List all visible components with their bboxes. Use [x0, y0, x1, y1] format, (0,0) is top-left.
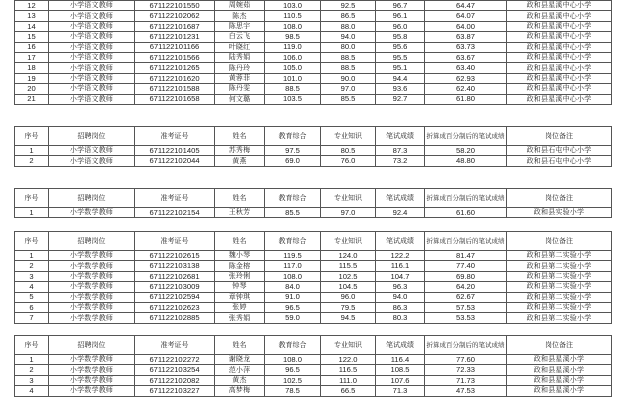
name-cell: 白云飞 — [215, 32, 265, 42]
table-row — [15, 251, 612, 261]
seq-cell: 18 — [15, 63, 49, 73]
column-header: 姓名 — [215, 189, 265, 208]
column-header — [425, 189, 507, 208]
prof-score-cell: 76.0 — [321, 156, 376, 166]
prof-score-cell: 104.5 — [321, 282, 376, 292]
column-header: 序号 — [15, 189, 49, 208]
prof-score-cell: 85.5 — [321, 94, 376, 104]
position-cell: 小学数学教师 — [49, 282, 135, 292]
table-row — [15, 208, 612, 218]
remark-cell: 政和县星溪小学 — [507, 375, 612, 385]
edu-score-cell: 108.0 — [265, 21, 321, 31]
percent-score-cell: 64.07 — [425, 11, 507, 21]
prof-score-cell: 96.0 — [321, 292, 376, 302]
column-header: 教育综合 — [265, 232, 321, 251]
table-header-row — [15, 127, 612, 146]
seq-cell: 5 — [15, 292, 49, 302]
seq-cell: 16 — [15, 42, 49, 52]
column-header: 序号 — [15, 336, 49, 355]
position-cell: 小学语文教师 — [49, 63, 135, 73]
position-cell: 小学语文教师 — [49, 21, 135, 31]
remark-cell: 政和县星溪中心小学 — [507, 63, 612, 73]
remark-cell: 政和县石屯中心小学 — [507, 146, 612, 156]
position-cell: 小学语文教师 — [49, 73, 135, 83]
remark-cell: 政和县星溪中心小学 — [507, 84, 612, 94]
percent-score-cell: 63.67 — [425, 52, 507, 62]
position-cell: 小学语文教师 — [49, 94, 135, 104]
position-cell: 小学语文教师 — [49, 52, 135, 62]
table-row — [15, 146, 612, 156]
written-score-cell: 92.4 — [376, 208, 425, 218]
exam-id-cell: 671122101620 — [135, 73, 215, 83]
position-cell: 小学数学教师 — [49, 313, 135, 323]
column-header: 教育综合 — [265, 336, 321, 355]
table-row — [15, 52, 612, 62]
exam-id-cell: 671122102594 — [135, 292, 215, 302]
prof-score-cell: 80.5 — [321, 146, 376, 156]
position-cell: 小学数学教师 — [49, 251, 135, 261]
name-cell: 叶晓红 — [215, 42, 265, 52]
edu-score-cell: 84.0 — [265, 282, 321, 292]
remark-cell: 政和县星溪中心小学 — [507, 52, 612, 62]
prof-score-cell: 88.5 — [321, 52, 376, 62]
percent-score-cell: 72.33 — [425, 365, 507, 375]
written-score-cell: 104.7 — [376, 271, 425, 281]
exam-id-cell: 671122101658 — [135, 94, 215, 104]
written-score-cell: 95.5 — [376, 52, 425, 62]
column-header: 笔试成绩 — [376, 232, 425, 251]
prof-score-cell: 79.5 — [321, 302, 376, 312]
exam-id-cell: 671122101265 — [135, 63, 215, 73]
column-header: 专业知识 — [321, 336, 376, 355]
edu-score-cell: 96.5 — [265, 302, 321, 312]
table-row — [15, 156, 612, 166]
written-score-cell: 122.2 — [376, 251, 425, 261]
table-row — [15, 94, 612, 104]
table-row — [15, 302, 612, 312]
position-cell: 小学语文教师 — [49, 84, 135, 94]
edu-score-cell: 59.0 — [265, 313, 321, 323]
name-cell: 黄燕 — [215, 156, 265, 166]
column-header-label: 折算成百分制后的笔试成绩 — [426, 194, 505, 202]
edu-score-cell: 119.5 — [265, 251, 321, 261]
seq-cell: 21 — [15, 94, 49, 104]
name-cell: 黄蓉菲 — [215, 73, 265, 83]
written-score-cell: 92.7 — [376, 94, 425, 104]
percent-score-cell: 64.20 — [425, 282, 507, 292]
remark-cell: 政和县第二实验小学 — [507, 313, 612, 323]
seq-cell: 2 — [15, 261, 49, 271]
exam-id-cell: 671122102062 — [135, 11, 215, 21]
seq-cell: 3 — [15, 375, 49, 385]
table-row — [15, 386, 612, 396]
table-row — [15, 313, 612, 323]
score-table-5 — [14, 335, 612, 397]
remark-cell: 政和县第二实验小学 — [507, 302, 612, 312]
table-row — [15, 261, 612, 271]
remark-cell: 政和县第二实验小学 — [507, 292, 612, 302]
name-cell: 陈杰 — [215, 11, 265, 21]
remark-cell: 政和县星溪中心小学 — [507, 21, 612, 31]
position-cell: 小学语文教师 — [49, 32, 135, 42]
score-table-3 — [14, 188, 612, 218]
written-score-cell: 94.4 — [376, 73, 425, 83]
table-row — [15, 32, 612, 42]
name-cell: 黄杰 — [215, 375, 265, 385]
table-header-row — [15, 336, 612, 355]
percent-score-cell: 64.47 — [425, 1, 507, 11]
column-header — [425, 232, 507, 251]
prof-score-cell: 88.5 — [321, 63, 376, 73]
position-cell: 小学数学教师 — [49, 386, 135, 396]
column-header: 岗位备注 — [507, 189, 612, 208]
column-header: 专业知识 — [321, 127, 376, 146]
column-header: 准考证号 — [135, 189, 215, 208]
seq-cell: 7 — [15, 313, 49, 323]
edu-score-cell: 88.5 — [265, 84, 321, 94]
table-row — [15, 375, 612, 385]
name-cell: 张婷 — [215, 302, 265, 312]
prof-score-cell: 90.0 — [321, 73, 376, 83]
prof-score-cell: 94.5 — [321, 313, 376, 323]
written-score-cell: 107.6 — [376, 375, 425, 385]
position-cell: 小学语文教师 — [49, 1, 135, 11]
column-header: 招聘岗位 — [49, 189, 135, 208]
seq-cell: 14 — [15, 21, 49, 31]
percent-score-cell: 58.20 — [425, 146, 507, 156]
percent-score-cell: 61.60 — [425, 208, 507, 218]
score-table-4 — [14, 231, 612, 324]
percent-score-cell: 62.93 — [425, 73, 507, 83]
prof-score-cell: 111.0 — [321, 375, 376, 385]
position-cell: 小学语文教师 — [49, 11, 135, 21]
percent-score-cell: 62.67 — [425, 292, 507, 302]
prof-score-cell: 80.0 — [321, 42, 376, 52]
seq-cell: 6 — [15, 302, 49, 312]
written-score-cell: 73.2 — [376, 156, 425, 166]
exam-id-cell: 671122103009 — [135, 282, 215, 292]
written-score-cell: 116.4 — [376, 355, 425, 365]
exam-id-cell: 671122101231 — [135, 32, 215, 42]
percent-score-cell: 69.80 — [425, 271, 507, 281]
prof-score-cell: 122.0 — [321, 355, 376, 365]
column-header — [425, 127, 507, 146]
column-header: 岗位备注 — [507, 127, 612, 146]
table-row — [15, 84, 612, 94]
seq-cell: 1 — [15, 355, 49, 365]
name-cell: 范小萍 — [215, 365, 265, 375]
column-header: 招聘岗位 — [49, 336, 135, 355]
written-score-cell: 116.1 — [376, 261, 425, 271]
exam-id-cell: 671122102681 — [135, 271, 215, 281]
name-cell: 谢晓龙 — [215, 355, 265, 365]
table-row — [15, 365, 612, 375]
edu-score-cell: 117.0 — [265, 261, 321, 271]
exam-id-cell: 671122103138 — [135, 261, 215, 271]
column-header: 姓名 — [215, 127, 265, 146]
written-score-cell: 95.8 — [376, 32, 425, 42]
seq-cell: 17 — [15, 52, 49, 62]
remark-cell: 政和县星溪小学 — [507, 365, 612, 375]
written-score-cell: 96.3 — [376, 282, 425, 292]
seq-cell: 12 — [15, 1, 49, 11]
position-cell: 小学语文教师 — [49, 42, 135, 52]
prof-score-cell: 97.0 — [321, 208, 376, 218]
column-header-label: 折算成百分制后的笔试成绩 — [426, 132, 505, 140]
table-row — [15, 355, 612, 365]
name-cell: 王秋芳 — [215, 208, 265, 218]
percent-score-cell: 61.80 — [425, 94, 507, 104]
edu-score-cell: 105.0 — [265, 63, 321, 73]
written-score-cell: 87.3 — [376, 146, 425, 156]
remark-cell: 政和县星溪中心小学 — [507, 73, 612, 83]
exam-id-cell: 671122101550 — [135, 1, 215, 11]
exam-id-cell: 671122102154 — [135, 208, 215, 218]
written-score-cell: 71.3 — [376, 386, 425, 396]
written-score-cell: 86.3 — [376, 302, 425, 312]
percent-score-cell: 71.73 — [425, 375, 507, 385]
column-header: 专业知识 — [321, 189, 376, 208]
exam-id-cell: 671122101405 — [135, 146, 215, 156]
edu-score-cell: 69.0 — [265, 156, 321, 166]
prof-score-cell: 124.0 — [321, 251, 376, 261]
exam-id-cell: 671122102615 — [135, 251, 215, 261]
exam-id-cell: 671122101566 — [135, 52, 215, 62]
remark-cell: 政和县星溪中心小学 — [507, 32, 612, 42]
column-header: 笔试成绩 — [376, 189, 425, 208]
percent-score-cell: 53.53 — [425, 313, 507, 323]
position-cell: 小学数学教师 — [49, 355, 135, 365]
table-row — [15, 271, 612, 281]
prof-score-cell: 86.5 — [321, 11, 376, 21]
percent-score-cell: 77.60 — [425, 355, 507, 365]
name-cell: 陈丹雯 — [215, 84, 265, 94]
column-header: 准考证号 — [135, 127, 215, 146]
column-header: 专业知识 — [321, 232, 376, 251]
position-cell: 小学语文教师 — [49, 146, 135, 156]
name-cell: 陈丹玲 — [215, 63, 265, 73]
exam-id-cell: 671122101687 — [135, 21, 215, 31]
seq-cell: 15 — [15, 32, 49, 42]
remark-cell: 政和县星溪中心小学 — [507, 42, 612, 52]
exam-id-cell: 671122102272 — [135, 355, 215, 365]
remark-cell: 政和县星溪中心小学 — [507, 94, 612, 104]
position-cell: 小学数学教师 — [49, 271, 135, 281]
position-cell: 小学数学教师 — [49, 375, 135, 385]
seq-cell: 2 — [15, 365, 49, 375]
written-score-cell: 93.6 — [376, 84, 425, 94]
table-row — [15, 11, 612, 21]
prof-score-cell: 88.0 — [321, 21, 376, 31]
percent-score-cell: 48.80 — [425, 156, 507, 166]
table-header-row — [15, 189, 612, 208]
percent-score-cell: 62.40 — [425, 84, 507, 94]
edu-score-cell: 91.0 — [265, 292, 321, 302]
prof-score-cell: 97.0 — [321, 84, 376, 94]
edu-score-cell: 103.5 — [265, 94, 321, 104]
seq-cell: 3 — [15, 271, 49, 281]
table-row — [15, 73, 612, 83]
column-header: 姓名 — [215, 232, 265, 251]
position-cell: 小学数学教师 — [49, 292, 135, 302]
column-header: 姓名 — [215, 336, 265, 355]
edu-score-cell: 97.5 — [265, 146, 321, 156]
seq-cell: 20 — [15, 84, 49, 94]
percent-score-cell: 63.73 — [425, 42, 507, 52]
edu-score-cell: 96.5 — [265, 365, 321, 375]
exam-id-cell: 671122103227 — [135, 386, 215, 396]
name-cell: 陈思宇 — [215, 21, 265, 31]
exam-id-cell: 671122103254 — [135, 365, 215, 375]
table-header-row — [15, 232, 612, 251]
column-header-label: 折算成百分制后的笔试成绩 — [426, 341, 505, 349]
edu-score-cell: 85.5 — [265, 208, 321, 218]
column-header: 序号 — [15, 232, 49, 251]
edu-score-cell: 108.0 — [265, 355, 321, 365]
percent-score-cell: 47.53 — [425, 386, 507, 396]
edu-score-cell: 78.5 — [265, 386, 321, 396]
column-header: 招聘岗位 — [49, 232, 135, 251]
table-row — [15, 292, 612, 302]
written-score-cell: 108.5 — [376, 365, 425, 375]
table-row — [15, 282, 612, 292]
table-row — [15, 1, 612, 11]
name-cell: 何文璐 — [215, 94, 265, 104]
edu-score-cell: 106.0 — [265, 52, 321, 62]
column-header: 笔试成绩 — [376, 127, 425, 146]
remark-cell: 政和县星溪小学 — [507, 386, 612, 396]
name-cell: 章钟琪 — [215, 292, 265, 302]
edu-score-cell: 108.0 — [265, 271, 321, 281]
edu-score-cell: 101.0 — [265, 73, 321, 83]
position-cell: 小学数学教师 — [49, 261, 135, 271]
remark-cell: 政和县石屯中心小学 — [507, 156, 612, 166]
seq-cell: 1 — [15, 208, 49, 218]
column-header: 招聘岗位 — [49, 127, 135, 146]
exam-id-cell: 671122101588 — [135, 84, 215, 94]
name-cell: 张玲俐 — [215, 271, 265, 281]
percent-score-cell: 64.00 — [425, 21, 507, 31]
seq-cell: 2 — [15, 156, 49, 166]
name-cell: 陈金榕 — [215, 261, 265, 271]
written-score-cell: 96.1 — [376, 11, 425, 21]
column-header — [425, 336, 507, 355]
name-cell: 周婉茹 — [215, 1, 265, 11]
seq-cell: 19 — [15, 73, 49, 83]
written-score-cell: 95.6 — [376, 42, 425, 52]
remark-cell: 政和县星溪中心小学 — [507, 11, 612, 21]
position-cell: 小学数学教师 — [49, 302, 135, 312]
name-cell: 苏秀梅 — [215, 146, 265, 156]
prof-score-cell: 66.5 — [321, 386, 376, 396]
remark-cell: 政和县实验小学 — [507, 208, 612, 218]
column-header: 准考证号 — [135, 232, 215, 251]
written-score-cell: 80.3 — [376, 313, 425, 323]
column-header: 岗位备注 — [507, 336, 612, 355]
edu-score-cell: 102.5 — [265, 375, 321, 385]
edu-score-cell: 103.0 — [265, 1, 321, 11]
seq-cell: 4 — [15, 282, 49, 292]
name-cell: 陆秀娟 — [215, 52, 265, 62]
name-cell: 张秀娟 — [215, 313, 265, 323]
column-header: 岗位备注 — [507, 232, 612, 251]
position-cell: 小学数学教师 — [49, 208, 135, 218]
column-header: 教育综合 — [265, 127, 321, 146]
name-cell: 钟琴 — [215, 282, 265, 292]
written-score-cell: 95.1 — [376, 63, 425, 73]
exam-id-cell: 671122101166 — [135, 42, 215, 52]
column-header: 序号 — [15, 127, 49, 146]
remark-cell: 政和县第二实验小学 — [507, 251, 612, 261]
prof-score-cell: 115.5 — [321, 261, 376, 271]
prof-score-cell: 102.5 — [321, 271, 376, 281]
percent-score-cell: 77.40 — [425, 261, 507, 271]
percent-score-cell: 63.40 — [425, 63, 507, 73]
edu-score-cell: 110.5 — [265, 11, 321, 21]
table-row — [15, 21, 612, 31]
remark-cell: 政和县星溪小学 — [507, 355, 612, 365]
position-cell: 小学数学教师 — [49, 365, 135, 375]
percent-score-cell: 63.87 — [425, 32, 507, 42]
exam-id-cell: 671122102885 — [135, 313, 215, 323]
prof-score-cell: 94.0 — [321, 32, 376, 42]
column-header: 教育综合 — [265, 189, 321, 208]
remark-cell: 政和县第二实验小学 — [507, 282, 612, 292]
score-table-2 — [14, 126, 612, 167]
name-cell: 高梦梅 — [215, 386, 265, 396]
column-header: 笔试成绩 — [376, 336, 425, 355]
position-cell: 小学语文教师 — [49, 156, 135, 166]
written-score-cell: 96.0 — [376, 21, 425, 31]
column-header-label: 折算成百分制后的笔试成绩 — [426, 237, 505, 245]
table-row — [15, 42, 612, 52]
edu-score-cell: 98.5 — [265, 32, 321, 42]
seq-cell: 1 — [15, 251, 49, 261]
edu-score-cell: 119.0 — [265, 42, 321, 52]
written-score-cell: 96.7 — [376, 1, 425, 11]
percent-score-cell: 57.53 — [425, 302, 507, 312]
table-row — [15, 63, 612, 73]
percent-score-cell: 81.47 — [425, 251, 507, 261]
written-score-cell: 94.0 — [376, 292, 425, 302]
seq-cell: 4 — [15, 386, 49, 396]
seq-cell: 13 — [15, 11, 49, 21]
score-table-1 — [14, 0, 612, 105]
name-cell: 魏小琴 — [215, 251, 265, 261]
prof-score-cell: 92.5 — [321, 1, 376, 11]
remark-cell: 政和县第二实验小学 — [507, 261, 612, 271]
remark-cell: 政和县星溪中心小学 — [507, 1, 612, 11]
seq-cell: 1 — [15, 146, 49, 156]
exam-id-cell: 671122102623 — [135, 302, 215, 312]
exam-id-cell: 671122102044 — [135, 156, 215, 166]
exam-id-cell: 671122102082 — [135, 375, 215, 385]
column-header: 准考证号 — [135, 336, 215, 355]
prof-score-cell: 116.5 — [321, 365, 376, 375]
remark-cell: 政和县第二实验小学 — [507, 271, 612, 281]
